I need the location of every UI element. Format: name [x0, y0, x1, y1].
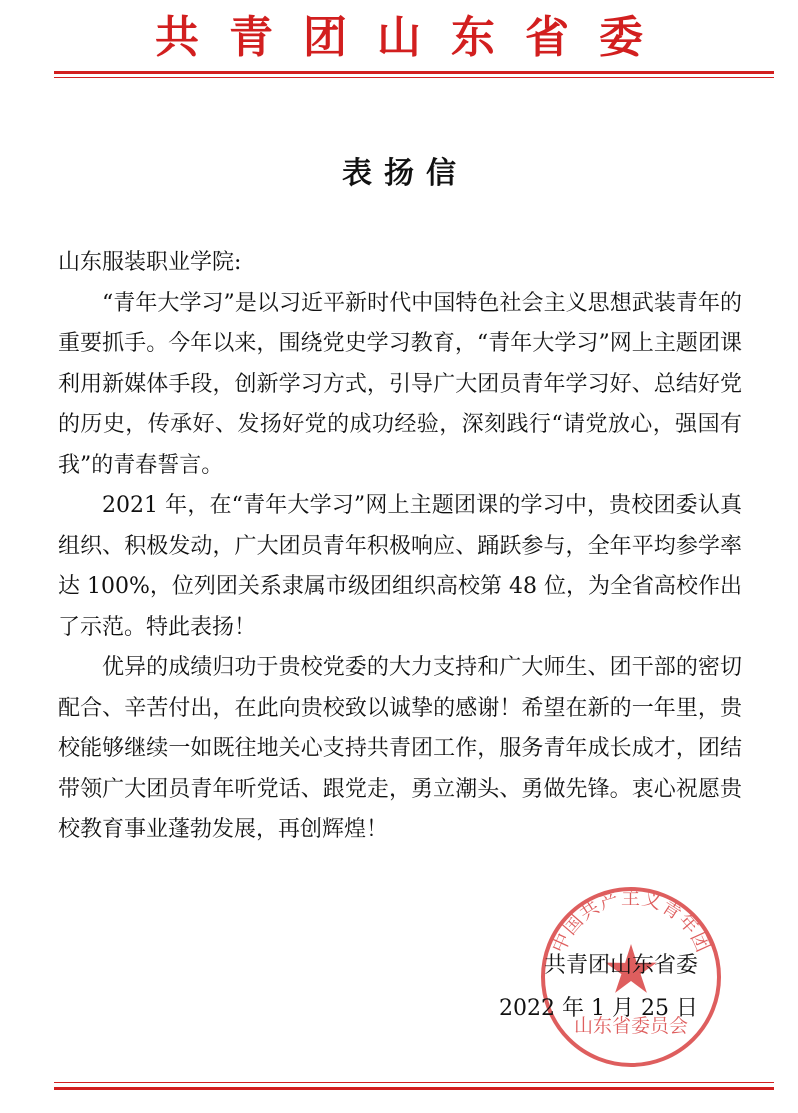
document-title: 表扬信: [342, 156, 468, 191]
signature-organization: 共青团山东省委: [543, 953, 698, 978]
letter-body: [58, 243, 742, 851]
paragraph-1: “青年大学习”是以习近平新时代中国特色社会主义思想武装青年的重要抓手。今年以来，围绕党史学习教育，“青年大学习”网上主题团课利用新媒体手段，创新学习方式，引导广大团员青年学习好、总结好党的历史，传承好、发扬好党的成功经验，深刻践行“请党放心，强国有我”的青春誓言。: [58, 290, 742, 478]
signature-block: [478, 944, 698, 1030]
letterhead-divider-top: [54, 71, 774, 74]
signature-date: 2022 年 1 月 25 日: [499, 996, 698, 1021]
seal-bottom-text: 山东省委员会: [573, 1015, 689, 1037]
paragraph-2: 2021 年，在“青年大学习”网上主题团课的学习中，贵校团委认真组织、积极发动，广大团员青年积极响应、踊跃参与，全年平均参学率达 100%，位列团关系隶属市级团组织高校第 48 位，为全省高校作出了示范。特此表扬！: [58, 493, 742, 640]
paragraph-3: 优异的成绩归功于贵校党委的大力支持和广大师生、团干部的密切配合、辛苦付出，在此向贵校致以诚挚的感谢！希望在新的一年里，贵校能够继续一如既往地关心支持共青团工作，服务青年成长成才，团结带领广大团员青年听党话、跟党走，勇立潮头、勇做先锋。衷心祝愿贵校教育事业蓬勃发展，再创辉煌！: [58, 655, 742, 842]
letterhead-title: 共青团山东省委: [155, 12, 673, 63]
seal-arc-text: 中国共产主义青年团: [547, 887, 715, 957]
letterhead-divider-top-thin: [54, 77, 774, 78]
footer-divider-thick: [54, 1087, 774, 1090]
salutation: 山东服装职业学院:: [58, 250, 242, 275]
footer-divider-thin: [54, 1082, 774, 1083]
